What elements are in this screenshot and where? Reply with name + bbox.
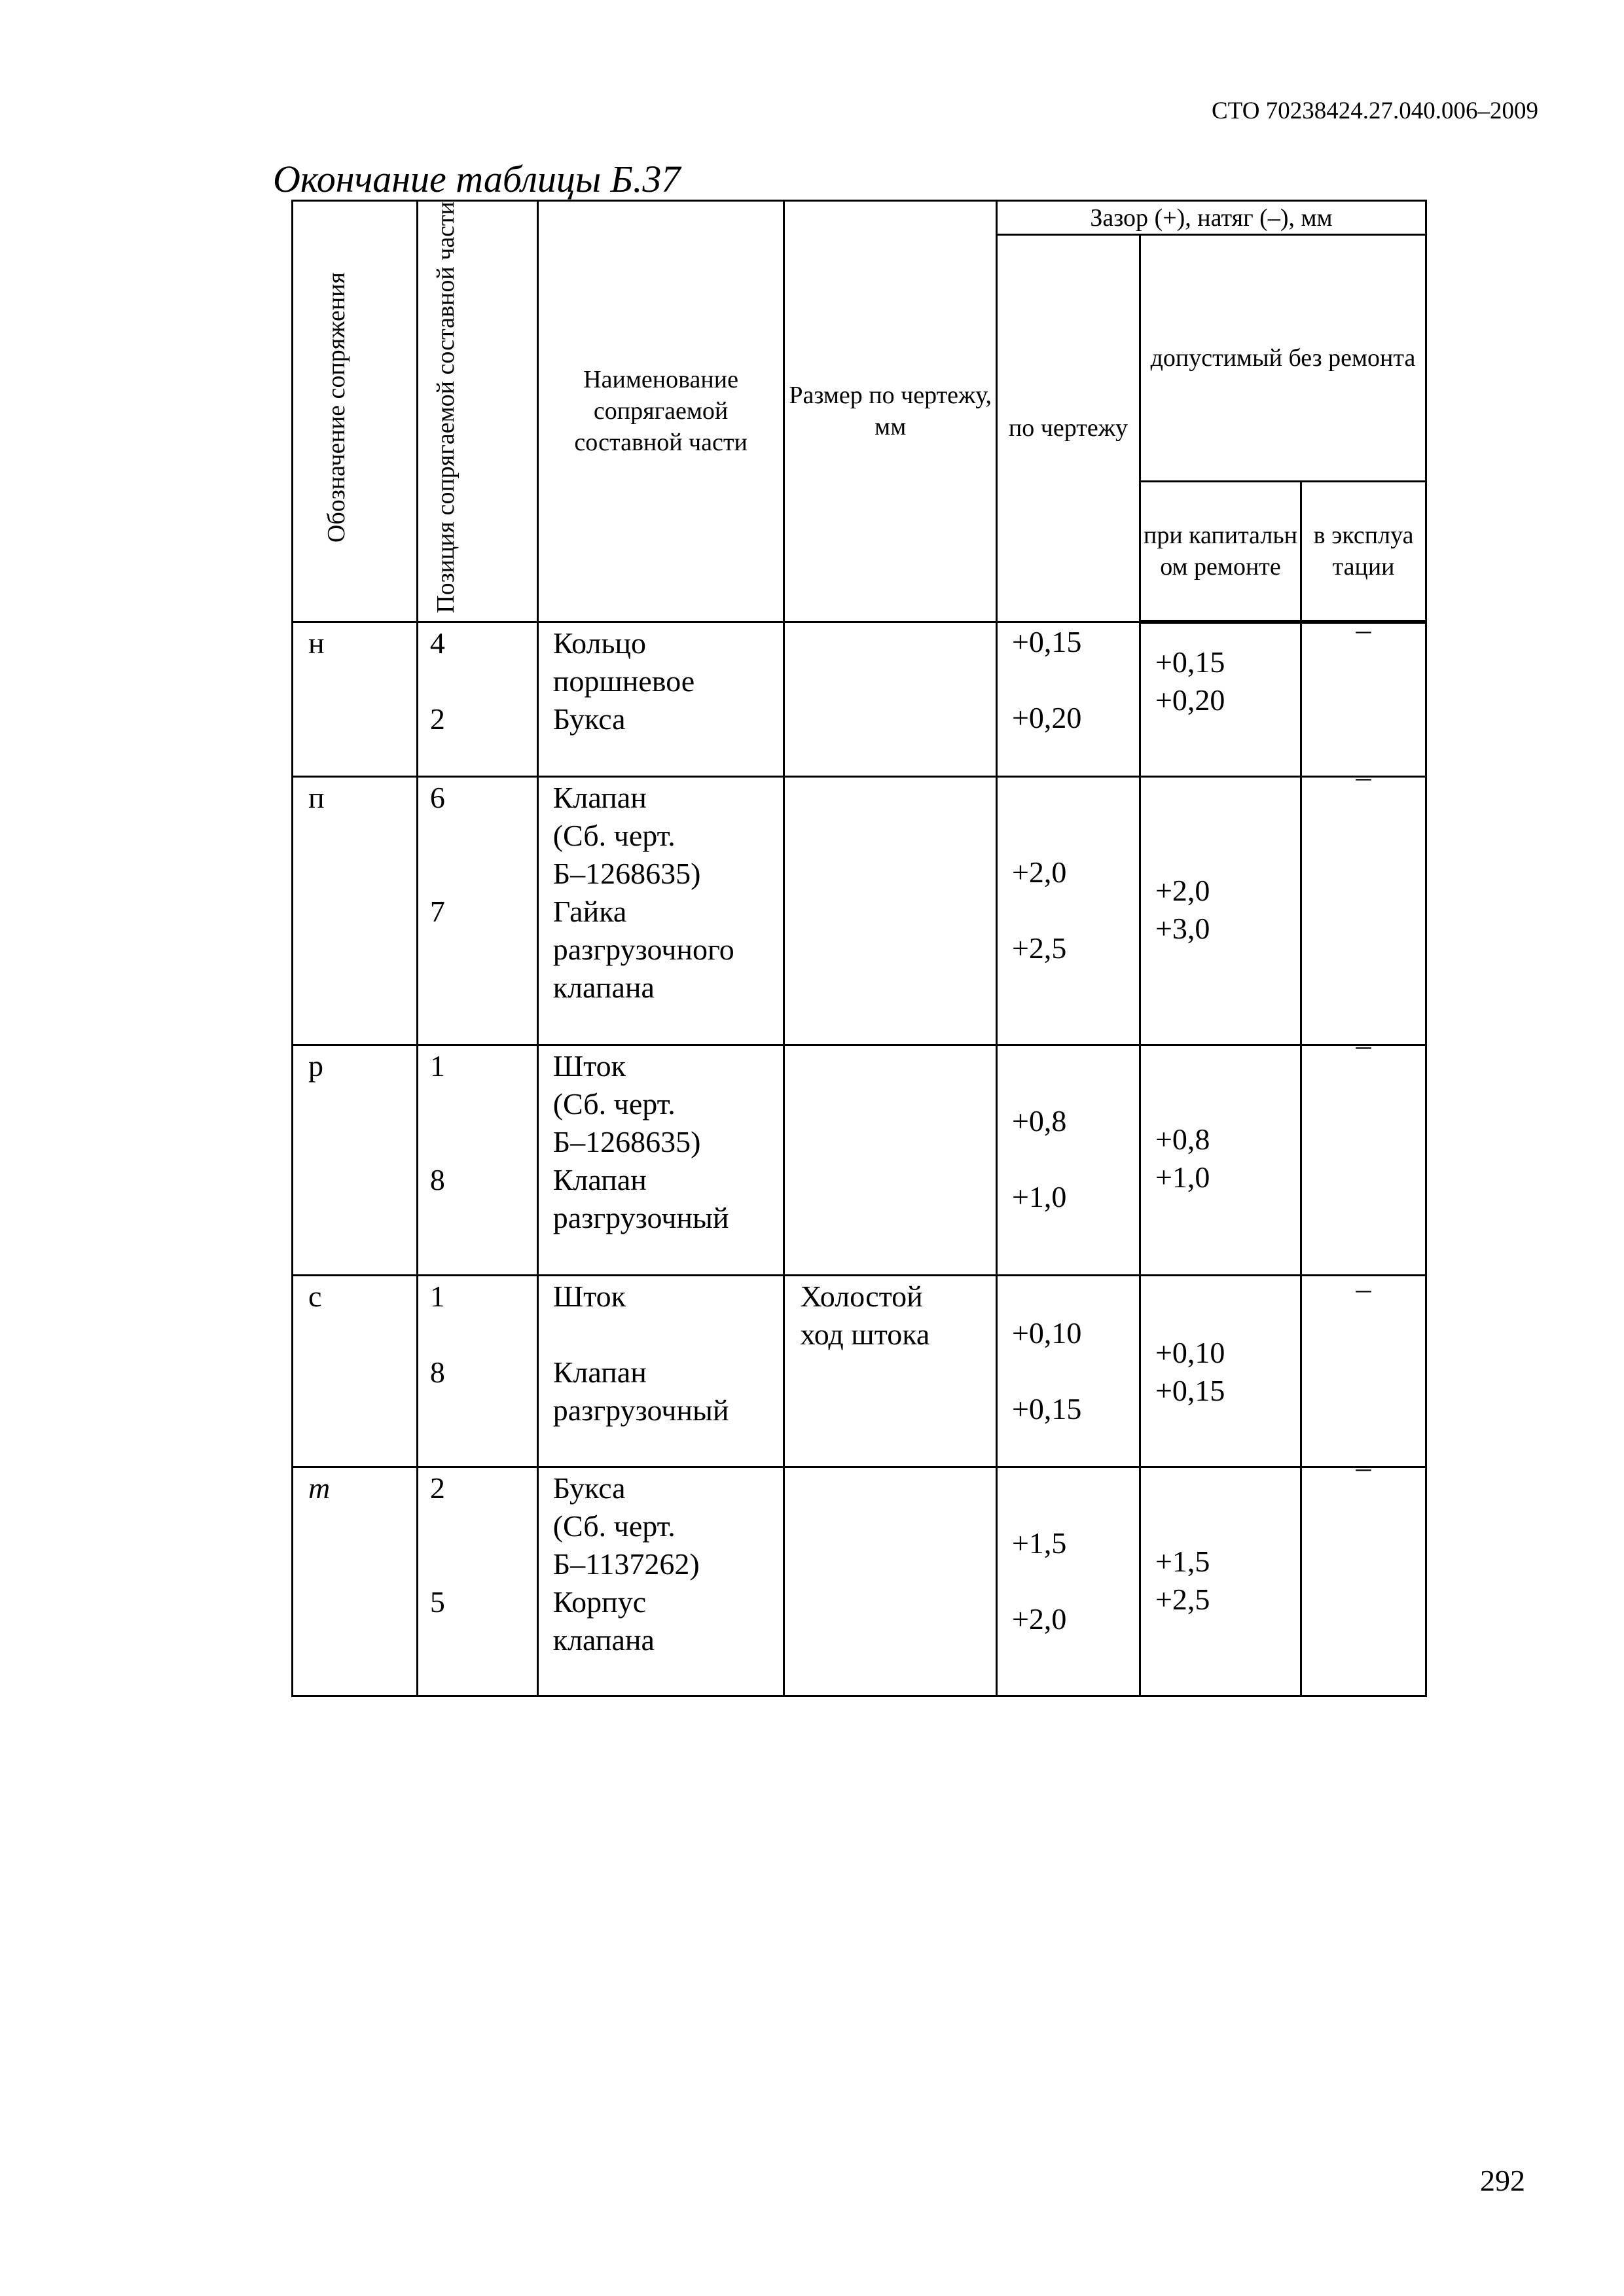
designation-cell: с (293, 1275, 418, 1467)
size-cell (784, 1467, 996, 1696)
capital-repair-cell: +0,10 +0,15 (1140, 1275, 1301, 1467)
capital-repair-cell: +0,15 +0,20 (1140, 622, 1301, 776)
operation-cell: – (1301, 776, 1426, 1045)
operation-cell: – (1301, 1467, 1426, 1696)
table-row (293, 622, 1426, 776)
position-cell: 6 7 (417, 776, 537, 1045)
header-gap-group: Зазор (+), натяг (–), мм (996, 201, 1426, 235)
by-drawing-cell: +0,10 +0,15 (996, 1275, 1140, 1467)
size-cell (784, 776, 996, 1045)
header-by-drawing: по чертежу (996, 235, 1140, 622)
position-cell: 4 2 (417, 622, 537, 776)
position-cell: 1 8 (417, 1045, 537, 1275)
capital-repair-cell: +2,0 +3,0 (1140, 776, 1301, 1045)
header-allowed-group: допустимый без ремонта (1140, 235, 1426, 482)
header-position: Позиция сопрягаемой составной части (417, 201, 537, 622)
name-cell: Шток Клапан разгрузочный (537, 1275, 784, 1467)
table-row (293, 776, 1426, 1045)
name-cell: Шток (Сб. черт. Б–1268635) Клапан разгрузочный (537, 1045, 784, 1275)
position-cell: 2 5 (417, 1467, 537, 1696)
table-row (293, 1467, 1426, 1696)
by-drawing-cell: +0,8 +1,0 (996, 1045, 1140, 1275)
designation-cell: р (293, 1045, 418, 1275)
header-size: Размер по чертежу, мм (784, 201, 996, 622)
name-cell: Клапан (Сб. черт. Б–1268635) Гайка разгрузочного клапана (537, 776, 784, 1045)
capital-repair-cell: +1,5 +2,5 (1140, 1467, 1301, 1696)
table-row (293, 1045, 1426, 1275)
header-operation: в эксплуа тации (1301, 481, 1426, 622)
document-code: СТО 70238424.27.040.006–2009 (1211, 98, 1538, 124)
by-drawing-cell: +0,15 +0,20 (996, 622, 1140, 776)
designation-cell: т (293, 1467, 418, 1696)
header-designation: Обозначение сопряжения (293, 201, 418, 622)
name-cell: Кольцо поршневое Букса (537, 622, 784, 776)
size-cell: Холостой ход штока (784, 1275, 996, 1467)
page-number: 292 (1480, 2164, 1525, 2197)
position-cell: 1 8 (417, 1275, 537, 1467)
capital-repair-cell: +0,8 +1,0 (1140, 1045, 1301, 1275)
header-name: Наименование сопрягаемой составной части (537, 201, 784, 622)
by-drawing-cell: +1,5 +2,0 (996, 1467, 1140, 1696)
name-cell: Букса (Сб. черт. Б–1137262) Корпус клапана (537, 1467, 784, 1696)
by-drawing-cell: +2,0 +2,5 (996, 776, 1140, 1045)
size-cell (784, 1045, 996, 1275)
operation-cell: – (1301, 1275, 1426, 1467)
header-capital-repair: при капитальн ом ремонте (1140, 481, 1301, 622)
size-cell (784, 622, 996, 776)
table-caption: Окончание таблицы Б.37 (273, 158, 681, 200)
spec-table (291, 200, 1427, 1697)
designation-cell: н (293, 622, 418, 776)
table-row (293, 1275, 1426, 1467)
operation-cell: – (1301, 622, 1426, 776)
designation-cell: п (293, 776, 418, 1045)
operation-cell: – (1301, 1045, 1426, 1275)
